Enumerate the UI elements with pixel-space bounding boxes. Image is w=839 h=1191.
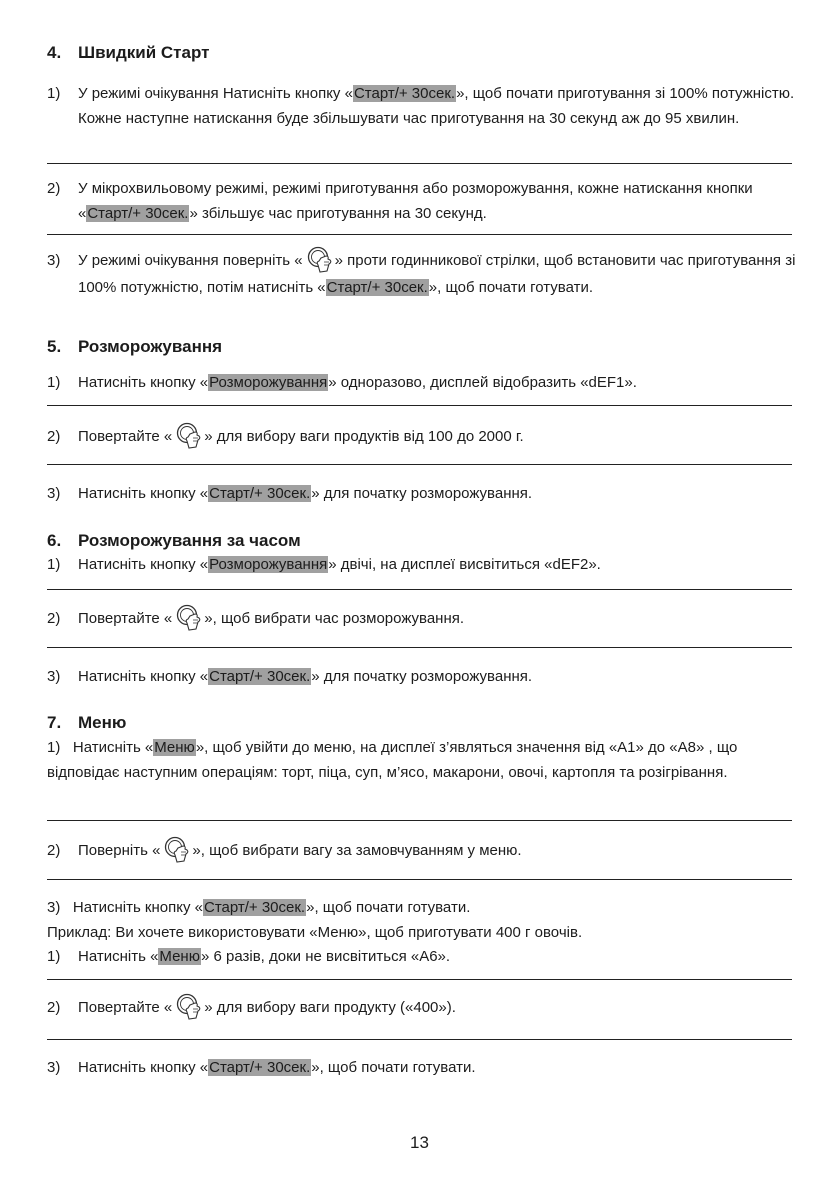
step-text: Натисніть кнопку «Старт/+ 30сек.» для початку розморожування. xyxy=(78,485,533,502)
button-name-highlight: Старт/+ 30сек. xyxy=(203,899,306,916)
section-number: 5. xyxy=(47,337,62,356)
step-number: 1) xyxy=(47,948,61,965)
step-text: Натисніть кнопку «Старт/+ 30сек.» для початку розморожування. xyxy=(78,668,533,685)
button-name-highlight: Розморожування xyxy=(209,374,328,391)
button-name-highlight: Меню xyxy=(159,948,200,965)
dial-knob-hand-icon xyxy=(173,421,203,451)
step-text: У режимі очікування поверніть « » проти годинникової стрілки, щоб встановити час приготування зі 100% потужністю, потім натисніть «Старт/+ 30сек.», щоб почати готувати. xyxy=(47,247,797,301)
section-title: Розморожування xyxy=(78,337,223,356)
section-6-step-1 xyxy=(47,552,797,577)
button-name-highlight: Старт/+ 30сек. xyxy=(326,279,428,296)
section-6-heading xyxy=(47,531,301,551)
step-number: 2) xyxy=(47,610,61,627)
example-step-2 xyxy=(47,995,797,1020)
section-4-heading xyxy=(47,43,209,63)
section-7-heading xyxy=(47,713,126,733)
section-5-step-1 xyxy=(47,370,797,395)
step-text: Натисніть «Меню» 6 разів, доки не висвітиться «A6». xyxy=(78,948,451,965)
step-text: Поверніть « », щоб вибрати вагу за замовчуванням у меню. xyxy=(47,838,797,863)
example-step-3 xyxy=(47,1055,797,1080)
button-name-highlight: Старт/+ 30сек. xyxy=(87,205,189,222)
step-text: У мікрохвильовому режимі, режимі приготування або розморожування, кожне натискання кнопки «Старт/+ 30сек.» збільшує час приготування на 30 секунд. xyxy=(78,180,753,222)
divider xyxy=(47,163,792,164)
divider xyxy=(47,1039,792,1040)
step-number: 1) xyxy=(47,556,61,573)
step-text: Повертайте « » для вибору ваги продукту («400»). xyxy=(47,995,797,1020)
button-name-highlight: Старт/+ 30сек. xyxy=(209,485,311,502)
button-name-highlight: Старт/+ 30сек. xyxy=(353,85,456,102)
section-7-step-3: 3) Натисніть кнопку «Старт/+ 30сек.», щоб почати готувати. xyxy=(47,899,471,916)
step-number: 2) xyxy=(47,842,61,859)
example-step-1 xyxy=(47,944,797,969)
section-6-step-2 xyxy=(47,606,797,631)
step-number: 2) xyxy=(47,999,61,1016)
step-number: 3) xyxy=(47,252,61,269)
step-number: 1) xyxy=(47,374,61,391)
section-7-step-1: 1) Натисніть «Меню», щоб увійти до меню, на дисплеї з’являться значення від «A1» до «A8» , що відповідає наступним операціям: торт, піца, суп, м’ясо, макарони, овочі, картопля та розігрівання. xyxy=(47,739,738,781)
step-number: 3) xyxy=(47,668,61,685)
step-number: 3) xyxy=(47,1059,61,1076)
section-4-step-1 xyxy=(47,81,797,131)
divider xyxy=(47,405,792,406)
section-5-step-3 xyxy=(47,481,797,506)
example-intro: Приклад: Ви хочете використовувати «Меню», щоб приготувати 400 г овочів. xyxy=(47,924,583,941)
divider xyxy=(47,589,792,590)
step-text: У режимі очікування Натисніть кнопку «Старт/+ 30сек.», щоб почати приготування зі 100% потужністю. Кожне наступне натискання буде збільшувати час приготування на 30 секунд аж до 95 хвилин. xyxy=(78,85,795,127)
step-number: 1) xyxy=(47,739,61,756)
divider xyxy=(47,234,792,235)
step-number: 2) xyxy=(47,180,61,197)
button-name-highlight: Меню xyxy=(154,739,195,756)
step-number: 2) xyxy=(47,428,61,445)
step-number: 3) xyxy=(47,485,61,502)
section-5-heading xyxy=(47,337,222,357)
section-number: 4. xyxy=(47,43,62,62)
dial-knob-hand-icon xyxy=(173,992,203,1022)
step-text: Повертайте « », щоб вибрати час розморожування. xyxy=(47,606,797,631)
step-text: Натисніть кнопку «Розморожування» двічі, на дисплеї висвітиться «dEF2». xyxy=(78,556,601,573)
section-title: Швидкий Старт xyxy=(78,43,210,62)
section-5-step-2 xyxy=(47,424,797,449)
dial-knob-hand-icon xyxy=(304,245,334,275)
button-name-highlight: Старт/+ 30сек. xyxy=(209,1059,311,1076)
step-text: Повертайте « » для вибору ваги продуктів від 100 до 2000 г. xyxy=(47,424,797,449)
section-4-step-3 xyxy=(47,247,797,301)
section-number: 6. xyxy=(47,531,62,550)
section-title: Меню xyxy=(78,713,127,732)
divider xyxy=(47,464,792,465)
section-number: 7. xyxy=(47,713,62,732)
divider xyxy=(47,820,792,821)
button-name-highlight: Старт/+ 30сек. xyxy=(209,668,311,685)
divider xyxy=(47,879,792,880)
section-title: Розморожування за часом xyxy=(78,531,301,550)
step-number: 1) xyxy=(47,85,61,102)
dial-knob-hand-icon xyxy=(173,603,203,633)
step-text: Натисніть кнопку «Розморожування» одноразово, дисплей відобразить «dEF1». xyxy=(78,374,637,391)
section-7-step-2 xyxy=(47,838,797,863)
button-name-highlight: Розморожування xyxy=(209,556,328,573)
divider xyxy=(47,979,792,980)
dial-knob-hand-icon xyxy=(161,835,191,865)
divider xyxy=(47,647,792,648)
step-number: 3) xyxy=(47,899,61,916)
section-4-step-2 xyxy=(47,176,797,226)
step-text: Натисніть кнопку «Старт/+ 30сек.», щоб почати готувати. xyxy=(78,1059,476,1076)
page-number: 13 xyxy=(410,1133,429,1152)
section-6-step-3 xyxy=(47,664,797,689)
